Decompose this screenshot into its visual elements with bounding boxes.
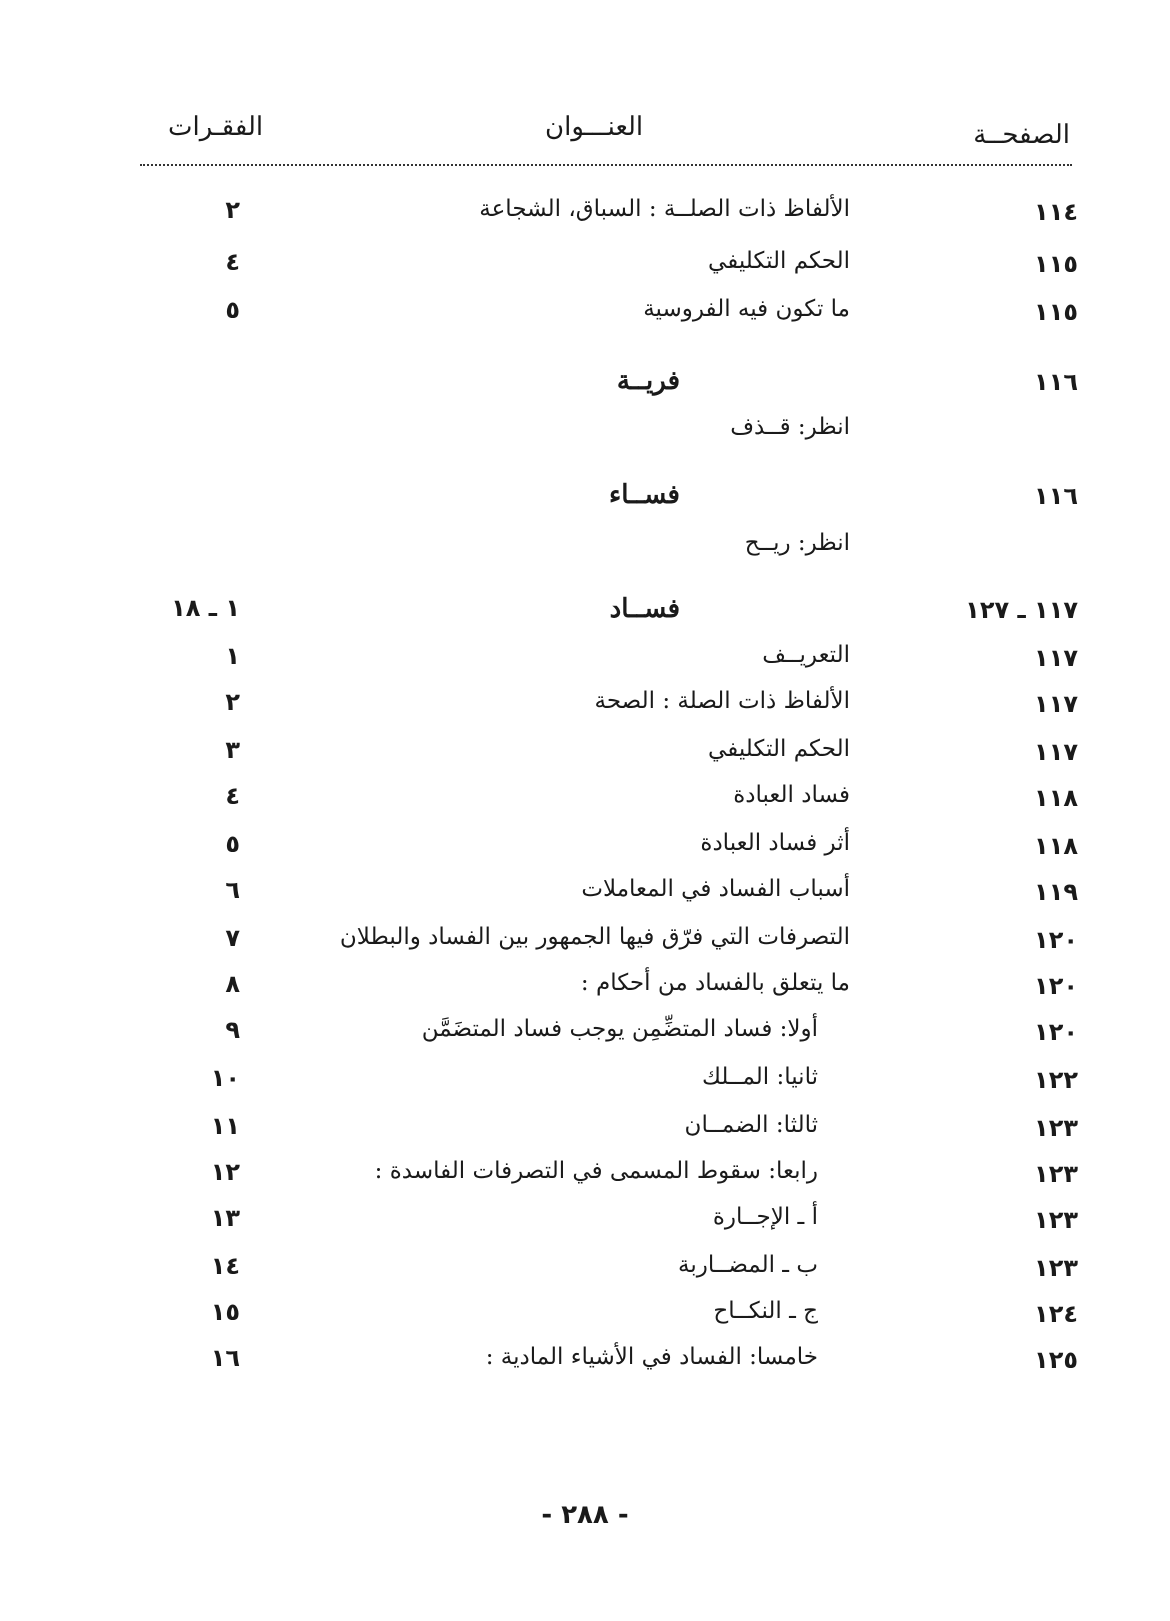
index-row-paragraphs: ١٦ bbox=[210, 1344, 240, 1372]
index-row-page: ١٢٠ bbox=[1034, 926, 1078, 954]
index-row-paragraphs: ٨ bbox=[225, 970, 240, 998]
index-row bbox=[0, 684, 1170, 724]
index-row-title: الحكم التكليفي bbox=[708, 248, 850, 274]
index-row bbox=[0, 732, 1170, 772]
index-row bbox=[0, 966, 1170, 1006]
index-row-title: أ ـ الإجــارة bbox=[712, 1204, 818, 1230]
index-row-title: التصرفات التي فرّق فيها الجمهور بين الفساد والبطلان bbox=[339, 924, 850, 950]
index-row-paragraphs: ١ ـ ١٨ bbox=[171, 594, 240, 622]
index-row-title: التعريــف bbox=[762, 642, 850, 668]
header-title-label: العنـــوان bbox=[545, 112, 644, 142]
index-row bbox=[0, 1294, 1170, 1334]
index-row-paragraphs: ٩ bbox=[225, 1016, 240, 1044]
index-row-title: انظر: ريــح bbox=[744, 530, 850, 556]
index-row-paragraphs: ٢ bbox=[225, 196, 240, 224]
index-row bbox=[0, 872, 1170, 912]
index-row bbox=[0, 362, 1170, 402]
index-row-page: ١١٥ bbox=[1034, 250, 1078, 278]
index-row-page: ١١٩ bbox=[1034, 878, 1078, 906]
index-row-paragraphs: ١٤ bbox=[210, 1252, 240, 1280]
index-row-paragraphs: ١٣ bbox=[210, 1204, 240, 1232]
index-row-page: ١١٧ bbox=[1034, 690, 1078, 718]
index-row bbox=[0, 1248, 1170, 1288]
index-row-title: أولا: فساد المتضِّمِن يوجب فساد المتضَمَّن bbox=[421, 1016, 818, 1042]
index-row-paragraphs: ٤ bbox=[225, 782, 240, 810]
index-row bbox=[0, 1060, 1170, 1100]
index-row-paragraphs: ٦ bbox=[225, 876, 240, 904]
index-row-title: خامسا: الفساد في الأشياء المادية : bbox=[485, 1344, 818, 1370]
index-row-paragraphs: ١١ bbox=[210, 1112, 240, 1140]
index-row-page: ١٢٣ bbox=[1034, 1206, 1078, 1234]
index-row bbox=[0, 476, 1170, 516]
index-row-paragraphs: ١ bbox=[225, 642, 240, 670]
index-row bbox=[0, 1340, 1170, 1380]
index-row-title: فســاء bbox=[608, 480, 680, 510]
index-row bbox=[0, 1108, 1170, 1148]
index-row-paragraphs: ٤ bbox=[225, 248, 240, 276]
index-row bbox=[0, 920, 1170, 960]
index-row-page: ١١٧ bbox=[1034, 644, 1078, 672]
index-row-title: ب ـ المضــاربة bbox=[678, 1252, 818, 1278]
index-row-page: ١٢٣ bbox=[1034, 1254, 1078, 1282]
index-row bbox=[0, 526, 1170, 566]
index-row-title: فســاد bbox=[609, 594, 680, 624]
index-row bbox=[0, 192, 1170, 232]
index-row-title: ج ـ النكــاح bbox=[713, 1298, 818, 1324]
header-page-label: الصفحــة bbox=[973, 120, 1070, 150]
header-paragraphs-label: الفقـرات bbox=[168, 112, 264, 142]
index-row-page: ١١٧ bbox=[1034, 738, 1078, 766]
index-row bbox=[0, 590, 1170, 630]
index-row-page: ١١٦ bbox=[1034, 368, 1078, 396]
index-row-title: أسباب الفساد في المعاملات bbox=[581, 876, 850, 902]
index-row bbox=[0, 638, 1170, 678]
index-row-page: ١١٨ bbox=[1034, 784, 1078, 812]
index-row-title: الحكم التكليفي bbox=[708, 736, 850, 762]
index-row-title: الألفاظ ذات الصلــة : السباق، الشجاعة bbox=[479, 196, 850, 222]
index-row-paragraphs: ١٢ bbox=[210, 1158, 240, 1186]
index-row bbox=[0, 826, 1170, 866]
index-row-title: ثانيا: المــلك bbox=[702, 1064, 818, 1090]
index-row bbox=[0, 1154, 1170, 1194]
index-row-title: ما يتعلق بالفساد من أحكام : bbox=[580, 970, 850, 996]
index-row-title: الألفاظ ذات الصلة : الصحة bbox=[594, 688, 850, 714]
index-row bbox=[0, 410, 1170, 450]
index-row bbox=[0, 778, 1170, 818]
index-row-paragraphs: ٢ bbox=[225, 688, 240, 716]
index-row-paragraphs: ١٥ bbox=[210, 1298, 240, 1326]
index-row-page: ١١٤ bbox=[1034, 198, 1078, 226]
index-row-page: ١١٦ bbox=[1034, 482, 1078, 510]
index-row bbox=[0, 292, 1170, 332]
index-row bbox=[0, 1012, 1170, 1052]
index-row-page: ١٢٠ bbox=[1034, 972, 1078, 1000]
index-row-page: ١٢٢ bbox=[1034, 1066, 1078, 1094]
header-dotted-rule bbox=[140, 164, 1072, 166]
index-row-paragraphs: ١٠ bbox=[210, 1064, 240, 1092]
index-row-page: ١٢٣ bbox=[1034, 1160, 1078, 1188]
index-row bbox=[0, 244, 1170, 284]
index-row-page: ١١٨ bbox=[1034, 832, 1078, 860]
index-row-title: ثالثا: الضمــان bbox=[684, 1112, 818, 1138]
index-row-title: فساد العبادة bbox=[733, 782, 850, 808]
index-row-title: أثر فساد العبادة bbox=[700, 830, 850, 856]
index-row-page: ١١٥ bbox=[1034, 298, 1078, 326]
index-row-paragraphs: ٧ bbox=[225, 924, 240, 952]
index-row-title: فريــة bbox=[616, 366, 680, 396]
index-row bbox=[0, 1200, 1170, 1240]
index-row-title: ما تكون فيه الفروسية bbox=[643, 296, 850, 322]
index-row-paragraphs: ٥ bbox=[225, 830, 240, 858]
index-row-page: ١١٧ ـ ١٢٧ bbox=[965, 596, 1078, 624]
index-row-title: انظر: قــذف bbox=[730, 414, 850, 440]
page-number: - ٢٨٨ - bbox=[541, 1500, 629, 1530]
index-row-page: ١٢٠ bbox=[1034, 1018, 1078, 1046]
index-row-page: ١٢٥ bbox=[1034, 1346, 1078, 1374]
index-row-title: رابعا: سقوط المسمى في التصرفات الفاسدة : bbox=[374, 1158, 818, 1184]
index-row-paragraphs: ٣ bbox=[225, 736, 240, 764]
index-row-page: ١٢٤ bbox=[1034, 1300, 1078, 1328]
index-row-paragraphs: ٥ bbox=[225, 296, 240, 324]
index-row-page: ١٢٣ bbox=[1034, 1114, 1078, 1142]
